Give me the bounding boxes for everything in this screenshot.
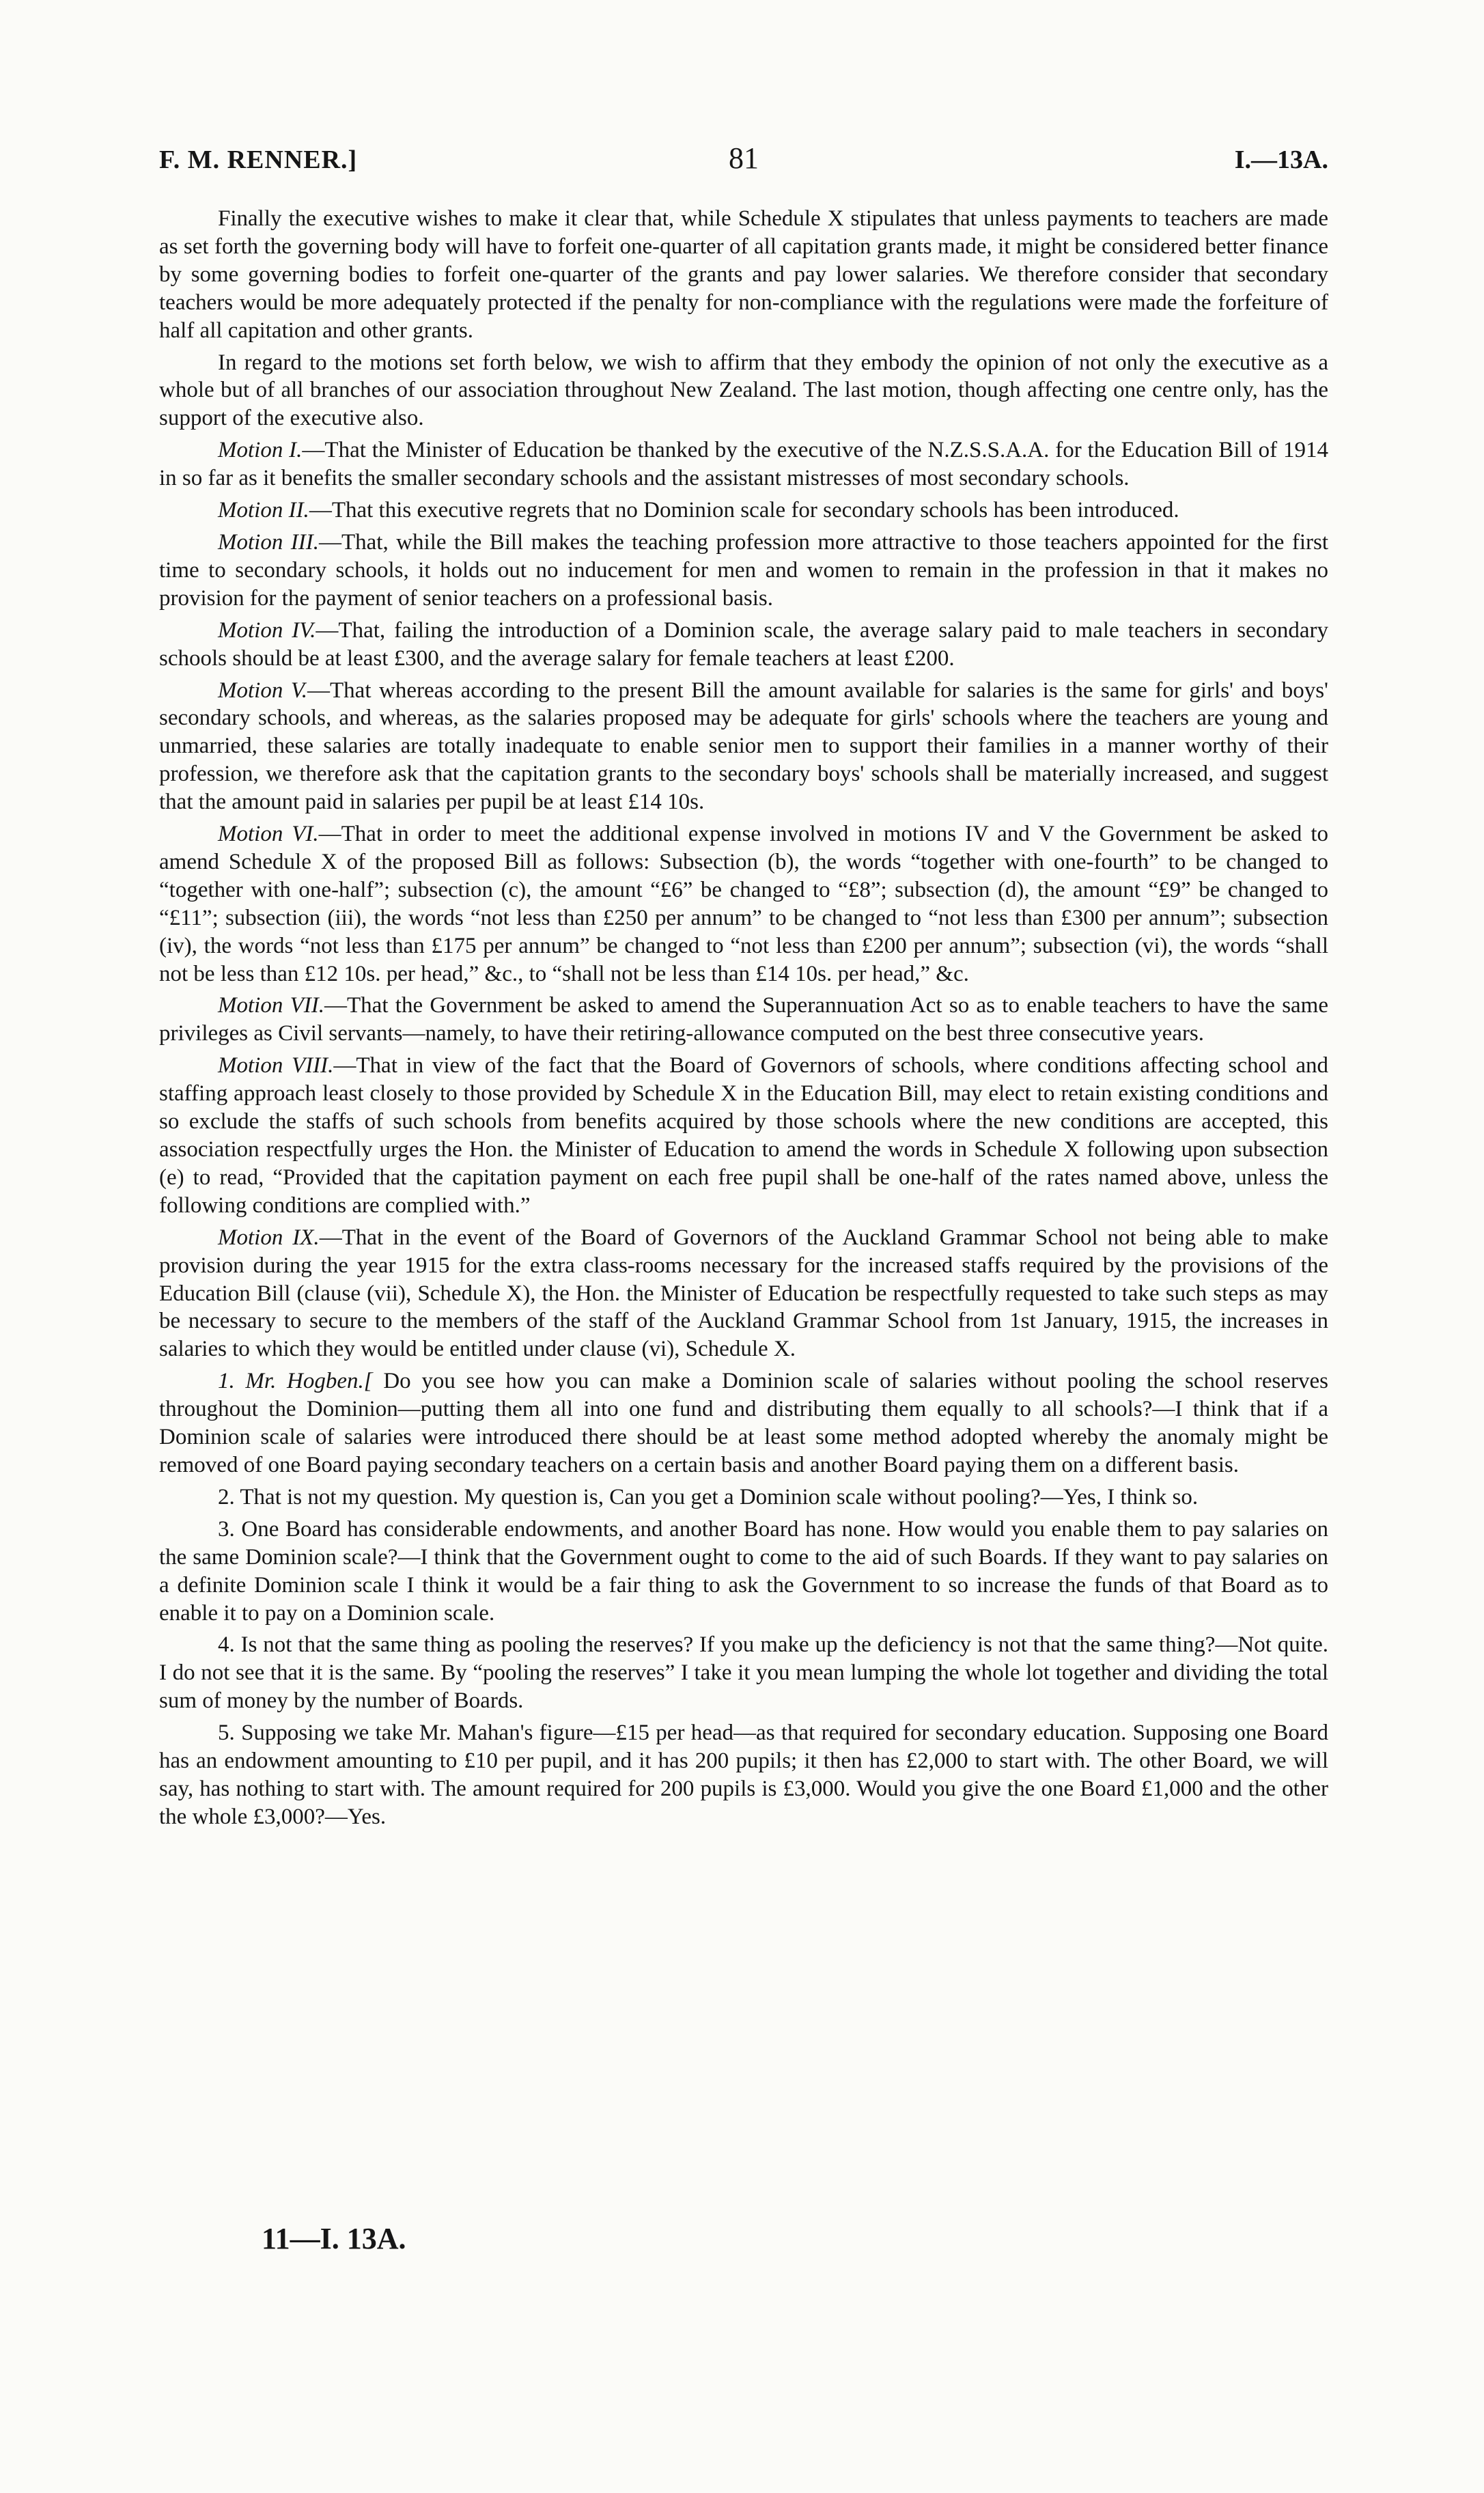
paragraph-text: Finally the executive wishes to make it clear that, while Schedule X stipulates that unless payments to teachers are made as set forth the governing body will have to forfeit one-quarter of all capitation grants made, it might be considered better finance by some governing bodies to forfeit one-quarter of the grants and pay lower salaries. We therefore consider that secondary teachers would be more adequately protected if the penalty for non-compliance with the regulations were made the forfeiture of half all capitation and other grants. bbox=[159, 206, 1328, 343]
motion-label: Motion IX. bbox=[218, 1225, 320, 1250]
paragraph-text: 3. One Board has considerable endowments, and another Board has none. How would you enable them to pay salaries on the same Dominion scale?—I think that the Government ought to come to the aid of such Boards. If they want to pay salaries on a definite Dominion scale I think it would be a fair thing to ask the Government to so increase the funds of that Board as to enable it to pay on a Dominion scale. bbox=[159, 1516, 1328, 1626]
paragraph bbox=[159, 1224, 1328, 1364]
paragraph-text: 4. Is not that the same thing as pooling the reserves? If you make up the deficiency is not that the same thing?—Not quite. I do not see that it is the same. By “pooling the reserves” I take it you mean lumping the whole lot together and dividing the total sum of money by the number of Boards. bbox=[159, 1632, 1328, 1714]
page-number: 81 bbox=[729, 141, 759, 175]
header-witness-name: F. M. RENNER.] bbox=[159, 145, 358, 174]
paragraph bbox=[159, 1367, 1328, 1479]
paragraph-text: —That in order to meet the additional expense involved in motions IV and V the Government be asked to amend Schedule X of the proposed Bill as follows: Subsection (b), the words “together with one-fourth” to be changed to “together with one-half”; subsection (c), the amount “£6” be changed to “£8”; subsection (d), the amount “£9” be changed to “£11”; subsection (iii), the words “not less than £250 per annum” to be changed to “not less than £300 per annum”; subsection (iv), the words “not less than £175 per annum” be changed to “not less than £200 per annum”; subsection (vi), the words “shall not be less than £12 10s. per head,” &c., to “shall not be less than £14 10s. per head,” &c. bbox=[159, 822, 1328, 986]
paragraph-text: —That this executive regrets that no Dominion scale for secondary schools has been introduced. bbox=[309, 498, 1179, 523]
paragraph bbox=[159, 1052, 1328, 1219]
motion-label: Motion VII. bbox=[218, 993, 325, 1018]
paragraph-text: —That, failing the introduction of a Dominion scale, the average salary paid to male teachers in secondary schools should be at least £300, and the average salary for female teachers at least £200. bbox=[159, 617, 1328, 671]
paragraph bbox=[159, 617, 1328, 673]
paragraph bbox=[159, 497, 1328, 525]
body-text bbox=[159, 205, 1328, 1835]
paragraph bbox=[159, 1631, 1328, 1715]
motion-label: Motion VI. bbox=[218, 822, 319, 847]
paragraph bbox=[159, 529, 1328, 613]
paragraph bbox=[159, 205, 1328, 345]
question-label: 1. Mr. Hogben.[ bbox=[218, 1369, 373, 1394]
paragraph bbox=[159, 349, 1328, 433]
paragraph-text: —That the Minister of Education be thanked by the executive of the N.Z.S.S.A.A. for the Education Bill of 1914 in so far as it benefits the smaller secondary schools and the assistant mistresses of most secondary schools. bbox=[159, 438, 1328, 491]
paragraph-text: —That in the event of the Board of Governors of the Auckland Grammar School not being able to make provision during the year 1915 for the extra class-rooms necessary for the increased staffs required by the provisions of the Education Bill (clause (vii), Schedule X), the Hon. the Minister of Education be respectfully requested to take such steps as may be necessary to secure to the members of the staff of the Auckland Grammar School from 1st January, 1915, the increases in salaries to which they would be entitled under clause (vi), Schedule X. bbox=[159, 1225, 1328, 1362]
paragraph-text: 5. Supposing we take Mr. Mahan's figure—£15 per head—as that required for secondary education. Supposing one Board has an endowment amounting to £10 per pupil, and it has 200 pupils; it then has £2,000 to start with. The other Board, we will say, has nothing to start with. The amount required for 200 pupils is £3,000. Would you give the one Board £1,000 and the other the whole £3,000?—Yes. bbox=[159, 1721, 1328, 1829]
motion-label: Motion IV. bbox=[218, 617, 316, 643]
paragraph-text: In regard to the motions set forth below, we wish to affirm that they embody the opinion of not only the executive as a whole but of all branches of our association throughout New Zealand. The last motion, though affecting one centre only, has the support of the executive also. bbox=[159, 350, 1328, 431]
paragraph bbox=[159, 1516, 1328, 1628]
paragraph-text: —That whereas according to the present Bill the amount available for salaries is the same for girls' and boys' secondary schools, and whereas, as the salaries proposed may be adequate for girls' schools where the teachers are young and unmarried, these salaries are totally inadequate to enable senior men to support their families in a manner worthy of their profession, we therefore ask that the capitation grants to the secondary boys' schools shall be materially increased, and suggest that the amount paid in salaries per pupil be at least £14 10s. bbox=[159, 678, 1328, 815]
paragraph-text: —That the Government be asked to amend the Superannuation Act so as to enable teachers to have the same privileges as Civil servants—namely, to have their retiring-allowance computed on the best three consecutive years. bbox=[159, 993, 1328, 1046]
paragraph bbox=[159, 436, 1328, 492]
header-document-ref: I.—13A. bbox=[1234, 145, 1328, 174]
page-footer-signature: 11—I. 13A. bbox=[262, 2222, 406, 2255]
motion-label: Motion II. bbox=[218, 498, 309, 523]
motion-label: Motion VIII. bbox=[218, 1053, 334, 1078]
paragraph bbox=[159, 820, 1328, 988]
paragraph-text: 2. That is not my question. My question is, Can you get a Dominion scale without pooling?—Yes, I think so. bbox=[218, 1484, 1199, 1509]
paragraph-text: —That in view of the fact that the Board of Governors of schools, where conditions affecting school and staffing approach least closely to those provided by Schedule X in the Education Bill, may elect to retain existing conditions and so exclude the staffs of such schools from benefits acquired by those schools where the new conditions are accepted, this association respectfully urges the Hon. the Minister of Education to amend the words in Schedule X following upon subsection (e) to read, “Provided that the capitation payment on each free pupil shall be one-half of the rates named above, unless the following conditions are complied with.” bbox=[159, 1053, 1329, 1218]
page-header bbox=[159, 141, 1328, 186]
paragraph bbox=[159, 677, 1328, 817]
motion-label: Motion I. bbox=[218, 438, 303, 463]
paragraph-text: Do you see how you can make a Dominion scale of salaries without pooling the school reserves throughout the Dominion—putting them all into one fund and distributing them equally to all schools?—I think that if a Dominion scale of salaries were introduced there should be at least some method adopted whereby the anomaly might be removed of one Board paying secondary teachers on a certain basis and another Board paying them on a different basis. bbox=[159, 1369, 1328, 1477]
paragraph-text: —That, while the Bill makes the teaching profession more attractive to those teachers appointed for the first time to secondary schools, it holds out no inducement for men and women to remain in the profession in that it makes no provision for the payment of senior teachers on a professional basis. bbox=[159, 529, 1328, 611]
motion-label: Motion V. bbox=[218, 678, 308, 703]
paragraph bbox=[159, 1484, 1328, 1512]
motion-label: Motion III. bbox=[218, 529, 319, 555]
paragraph bbox=[159, 992, 1328, 1048]
paragraph bbox=[159, 1719, 1328, 1831]
